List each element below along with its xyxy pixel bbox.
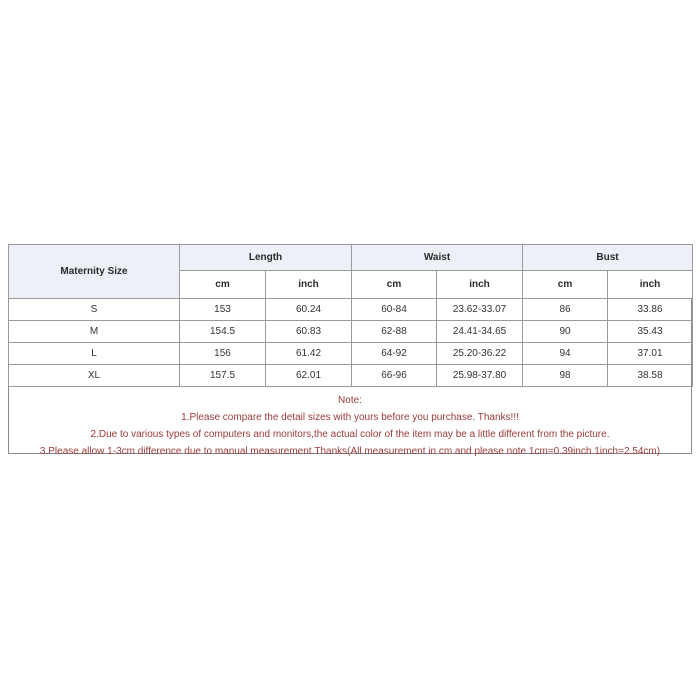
table-cell: 35.43 <box>608 321 693 343</box>
table-cell: 61.42 <box>266 343 352 365</box>
note-line: 2.Due to various types of computers and monitors,the actual color of the item may be a little different from the picture. <box>90 429 610 440</box>
table-cell: 94 <box>523 343 608 365</box>
group-header-waist: Waist <box>352 245 523 271</box>
table-cell: 25.98-37.80 <box>437 365 523 387</box>
unit-header: cm <box>523 271 608 299</box>
note-heading: Note: <box>338 395 362 406</box>
group-header-bust: Bust <box>523 245 693 271</box>
unit-header: cm <box>352 271 437 299</box>
table-cell: 154.5 <box>180 321 266 343</box>
corner-header: Maternity Size <box>9 245 180 299</box>
group-header-length: Length <box>180 245 352 271</box>
notes-section <box>9 392 691 460</box>
size-cell: L <box>9 343 180 365</box>
table-cell: 64-92 <box>352 343 437 365</box>
size-cell: S <box>9 299 180 321</box>
table-cell: 156 <box>180 343 266 365</box>
unit-header: inch <box>608 271 693 299</box>
table-cell: 157.5 <box>180 365 266 387</box>
header-row-groups <box>9 245 693 271</box>
table-cell: 98 <box>523 365 608 387</box>
size-cell: XL <box>9 365 180 387</box>
table-cell: 62.01 <box>266 365 352 387</box>
table-cell: 37.01 <box>608 343 693 365</box>
table-cell: 24.41-34.65 <box>437 321 523 343</box>
table-cell: 25.20-36.22 <box>437 343 523 365</box>
table-cell: 60-84 <box>352 299 437 321</box>
unit-header: inch <box>437 271 523 299</box>
table-cell: 153 <box>180 299 266 321</box>
table-cell: 90 <box>523 321 608 343</box>
table-cell: 66-96 <box>352 365 437 387</box>
table-row <box>9 299 693 321</box>
table-cell: 60.83 <box>266 321 352 343</box>
unit-header: inch <box>266 271 352 299</box>
table-cell: 62-88 <box>352 321 437 343</box>
note-line: 1.Please compare the detail sizes with yours before you purchase. Thanks!!! <box>181 412 519 423</box>
table-row <box>9 365 693 387</box>
table-cell: 86 <box>523 299 608 321</box>
size-table <box>8 244 693 387</box>
size-cell: M <box>9 321 180 343</box>
table-row <box>9 343 693 365</box>
table-row <box>9 321 693 343</box>
unit-header: cm <box>180 271 266 299</box>
table-cell: 60.24 <box>266 299 352 321</box>
table-cell: 38.58 <box>608 365 693 387</box>
table-cell: 23.62-33.07 <box>437 299 523 321</box>
size-chart <box>8 244 692 457</box>
note-line: 3.Please allow 1-3cm difference due to manual measurement.Thanks(All measurement in cm and please note 1cm=0.39inch 1inch=2.54cm) <box>39 446 661 457</box>
table-cell: 33.86 <box>608 299 693 321</box>
